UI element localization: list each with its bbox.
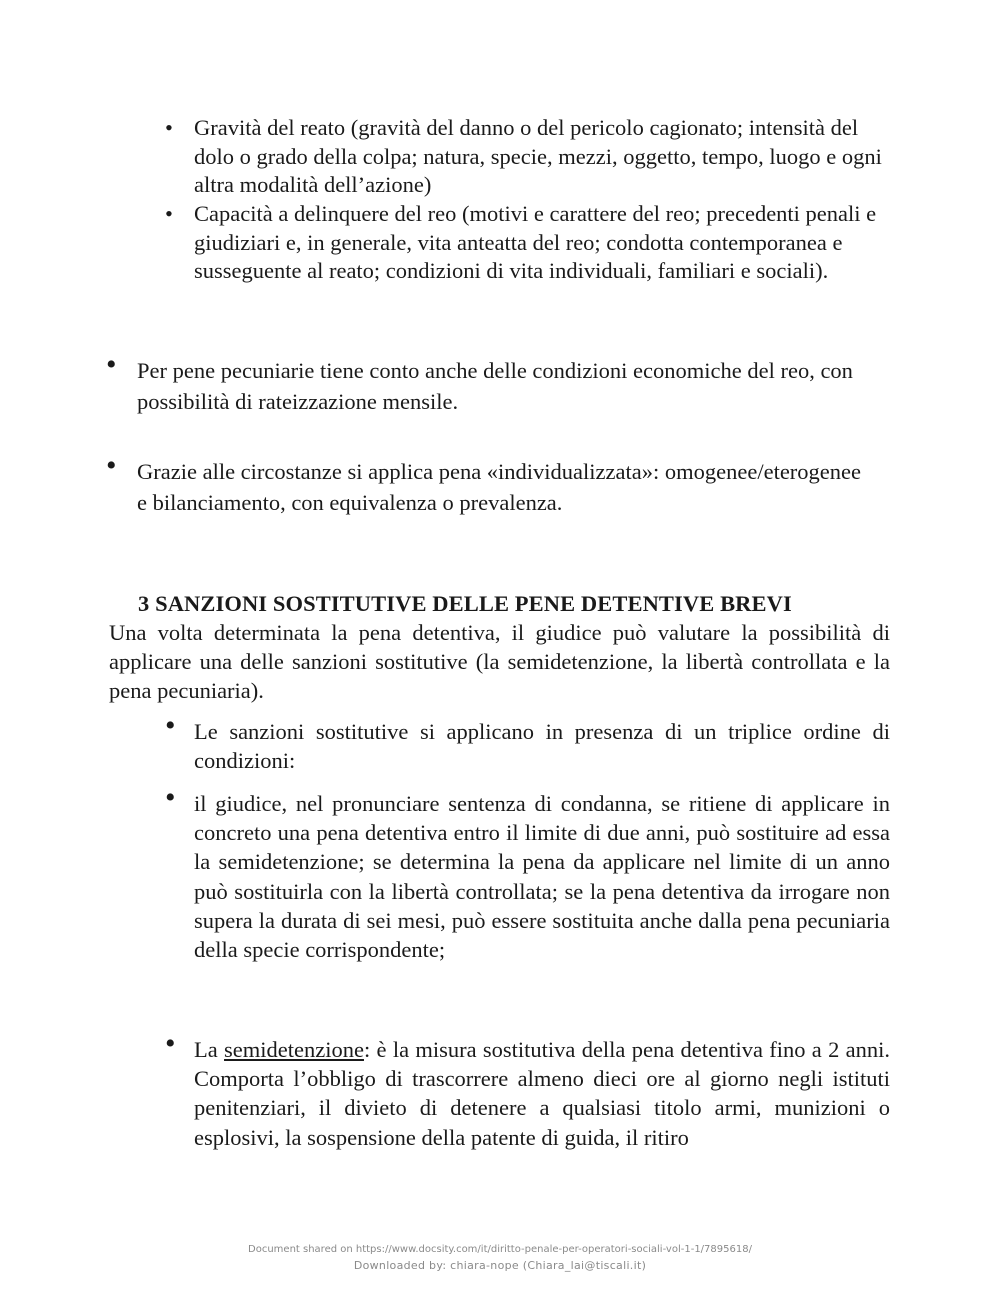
bullet-icon: •	[165, 709, 176, 742]
list-item-text: Capacità a delinquere del reo (motivi e carattere del reo; precedenti penali e giudiziari e, in generale, vita anteatta del reo; condotta contemporanea e susseguente al reato; condizioni di vita individuali, familiari e sociali).	[194, 201, 877, 283]
bullet-icon: •	[165, 781, 176, 814]
bullet-icon: •	[165, 115, 173, 140]
section-heading: 3 SANZIONI SOSTITUTIVE DELLE PENE DETENTIVE BREVI	[138, 591, 792, 616]
list-item-text: Le sanzioni sostitutive si applicano in presenza di un triplice ordine di condizioni:	[194, 719, 890, 774]
bullet-icon: •	[165, 1027, 176, 1060]
list-item-text: il giudice, nel pronunciare sentenza di condanna, se ritiene di applicare in concreto una pena detentiva entro il limite di due anni, può sostituire ad essa la semidetenzione; se determina la pena da applicare nel limite di un anno può sostituirla con la libertà controllata; se la pena detentiva da irrogare non supera la durata di sei mesi, può essere sostituita anche dalla pena pecuniaria della specie corrispondente;	[194, 791, 890, 963]
bullet-icon: •	[106, 449, 117, 482]
item-prefix: La	[194, 1037, 225, 1062]
footer-downloaded-by: Downloaded by: chiara-nope (Chiara_lai@tiscali.it)	[353, 1259, 647, 1272]
footer-shared-link: Document shared on https://www.docsity.com/it/diritto-penale-per-operatori-sociali-vol-1-1/7895618/	[248, 1244, 752, 1255]
bullet-icon: •	[165, 201, 173, 226]
item-rest: : è la misura sostitutiva della pena detentiva fino a 2 anni. Comporta l’obbligo di trascorrere almeno dieci ore al giorno negli istituti penitenziari, il divieto di detenere a qualsiasi titolo armi, munizioni o esplosivi, la sospensione della patente di guida, il ritiro	[194, 1037, 890, 1150]
list-item-text: Grazie alle circostanze si applica pena «individualizzata»: omogenee/eterogenee e bilanciamento, con equivalenza o prevalenza.	[137, 459, 862, 515]
intro-paragraph: Una volta determinata la pena detentiva, il giudice può valutare la possibilità di applicare una delle sanzioni sostitutive (la semidetenzione, la libertà controllata e la pena pecuniaria).	[109, 620, 890, 703]
underlined-term: semidetenzione	[224, 1037, 364, 1062]
list-item-text: Gravità del reato (gravità del danno o del pericolo cagionato; intensità del dolo o grado della colpa; natura, specie, mezzi, oggetto, tempo, luogo e ogni altra modalità dell’azione)	[194, 115, 882, 197]
list-item-text	[194, 1035, 890, 1152]
list-item-text: Per pene pecuniarie tiene conto anche delle condizioni economiche del reo, con possibilità di rateizzazione mensile.	[137, 358, 853, 414]
bullet-icon: •	[106, 348, 117, 381]
